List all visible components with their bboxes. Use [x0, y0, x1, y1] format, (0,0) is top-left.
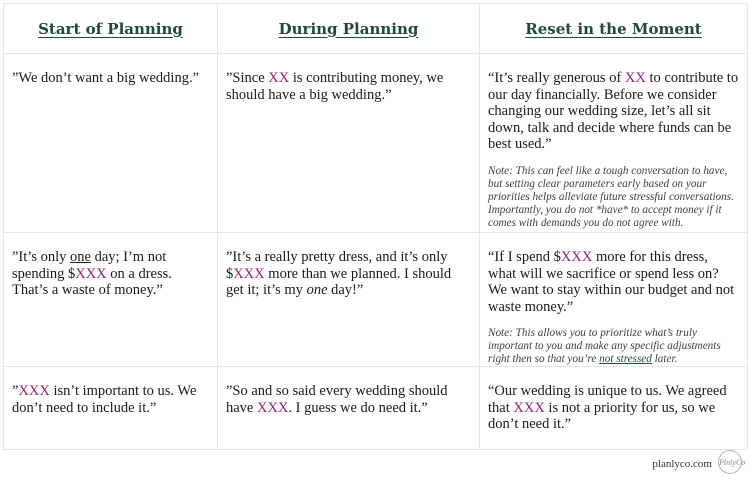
header-reset-in-the-moment: Reset in the Moment [480, 4, 748, 54]
cell-start [4, 233, 218, 367]
note-text: Note: This can feel like a tough conversation to have, but setting clear parameters early based on your priorities helps alleviate future stressful conversations. Importantly, you do not *have* to accept money if it comes with demands you do not agree with. [488, 164, 734, 229]
header-during-planning: During Planning [218, 4, 480, 54]
quote-text: “It’s really generous of XX to contribute to our day financially. Before we consider changing our wedding size, let’s all sit down, talk and decide where funds can be best used.” [488, 70, 739, 152]
table-row [4, 367, 748, 450]
placeholder-token: XXX [560, 249, 593, 265]
cell-reset [480, 233, 748, 367]
comparison-table [3, 3, 748, 450]
quote-text: ”Since XX is contributing money, we should have a big wedding.” [226, 70, 444, 103]
placeholder-token: XXX [18, 383, 50, 399]
cell-during [218, 54, 480, 233]
quote-text: “If I spend $XXX more for this dress, what will we sacrifice or spend less on? We want to stay within our budget and not waste money.” [488, 249, 735, 315]
quote-text: ”So and so said every wedding should have XXX. I guess we do need it.” [226, 383, 448, 416]
cell-start [4, 367, 218, 450]
cell-during [218, 233, 480, 367]
placeholder-token: XX [268, 70, 290, 86]
cell-reset [480, 54, 748, 233]
quote-text: “Our wedding is unique to us. We agreed that XXX is not a priority for us, so we don’t need it.” [488, 383, 727, 432]
cell-reset [480, 367, 748, 450]
quote-text: ”XXX isn’t important to us. We don’t need to include it.” [12, 383, 197, 416]
placeholder-token: XXX [233, 265, 265, 282]
brand-logo-icon: PlnlyCo [718, 450, 742, 474]
placeholder-token: XX [624, 70, 646, 86]
cell-during [218, 367, 480, 450]
quote-text: ”We don’t want a big wedding.” [12, 70, 200, 86]
quote-text: ”It’s a really pretty dress, and it’s only $XXX more than we planned. I should get it; it’s my one day!” [226, 249, 452, 298]
not-stressed-link[interactable]: not stressed [599, 353, 652, 365]
table-row [4, 233, 748, 367]
placeholder-token: XXX [513, 399, 545, 416]
placeholder-token: XXX [257, 399, 289, 416]
table-row [4, 54, 748, 233]
header-row [4, 4, 748, 54]
quote-text: ”It’s only one day; I’m not spending $XXX on a dress. That’s a waste of money.” [12, 249, 172, 298]
note-text: Note: This allows you to prioritize what’s truly important to you and make any specific adjustments right then so that you’re not stressed later. [488, 327, 721, 365]
cell-start [4, 54, 218, 233]
brand-url: planlyco.com [652, 458, 712, 470]
placeholder-token: XXX [75, 265, 107, 282]
header-start-of-planning: Start of Planning [4, 4, 218, 54]
